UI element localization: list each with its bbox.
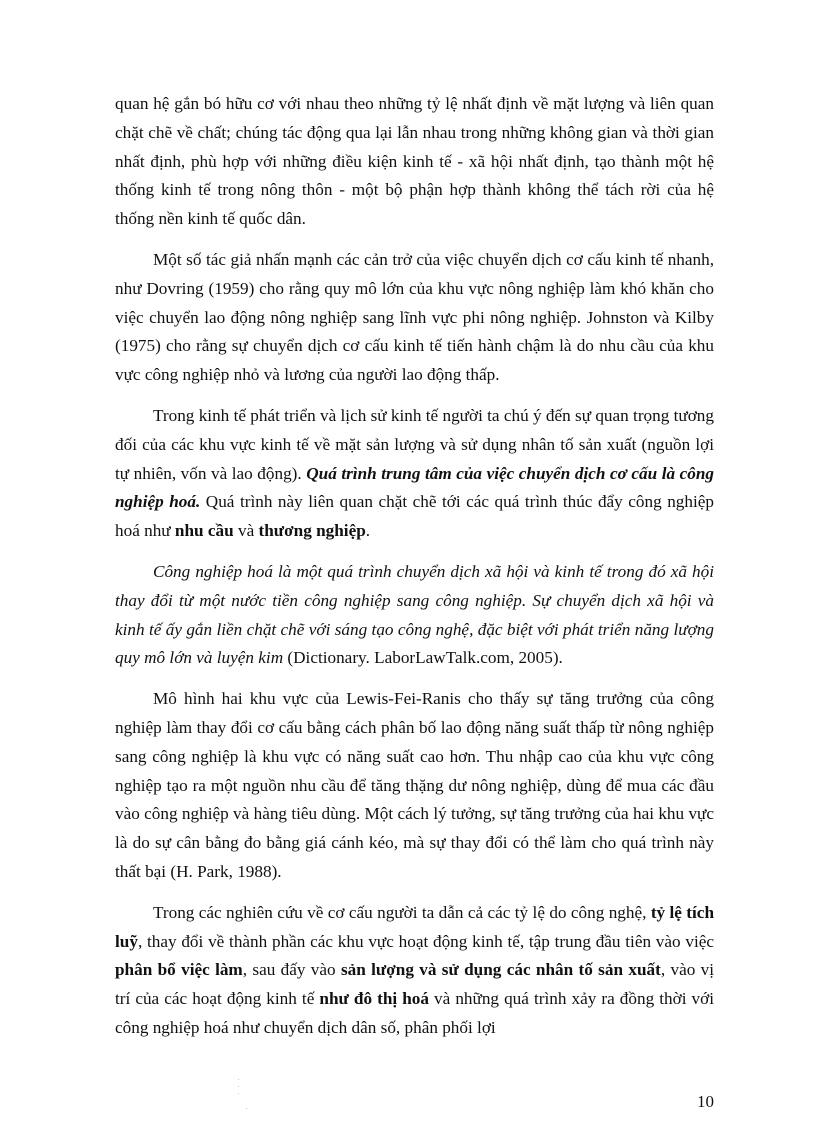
text-run: , thay đổi về thành phần các khu vực hoạt động kinh tế, tập trung đầu tiên vào việc — [137, 931, 714, 951]
paragraph-5 — [115, 685, 714, 887]
text-run: Một số tác giả nhấn mạnh các cản trở của việc chuyển dịch cơ cấu kinh tế nhanh, như Dovring (1959) cho rằng quy mô lớn của khu vực nông nghiệp làm khó khăn cho việc chuyển lao động nông nghiệp sang lĩnh vực phi nông nghiệp. Johnston và Kilby (1975) cho rằng sự chuyển dịch cơ cấu kinh tế tiến hành chậm là do nhu cầu của khu vực công nghiệp nhỏ và lương của người lao động thấp. — [115, 249, 714, 385]
text-run: phân bổ việc làm — [115, 960, 243, 980]
text-run: Công nghiệp hoá là một quá trình chuyển dịch xã hội và kinh tế trong đó xã hội thay đổi từ một nước tiền công nghiệp sang công nghiệp. Sự chuyển dịch xã hội và kinh tế ấy gắn liền chặt chẽ với sáng tạo công nghệ, đặc biệt với phát triển năng lượng quy mô lớn và luyện kim — [115, 561, 714, 668]
paragraph-6 — [115, 899, 714, 1043]
text-run: Quá trình này liên quan chặt chẽ tới các quá trình thúc đẩy công nghiệp hoá như — [115, 492, 714, 541]
page-number: 10 — [697, 1092, 714, 1111]
text-run: sản lượng và sử dụng các nhân tố sản xuất — [340, 960, 661, 980]
scan-speck — [246, 1108, 247, 1109]
text-run: thương nghiệp — [258, 521, 366, 541]
page-body — [115, 90, 714, 1055]
text-run: (Dictionary. LaborLawTalk.com, 2005). — [283, 648, 563, 668]
text-run: Trong các nghiên cứu về cơ cấu người ta dẫn cả các tỷ lệ do công nghệ, — [153, 902, 651, 922]
text-run: , sau đấy vào — [242, 960, 341, 980]
text-run: nhu cầu — [174, 521, 234, 541]
text-run: Trong kinh tế phát triển và lịch sử kinh tế người ta chú ý đến sự quan trọng tương đối của các khu vực kinh tế về mặt sản lượng và sử dụng nhân tố sản xuất (nguồn lợi tự nhiên, vốn và lao động). — [115, 405, 714, 483]
text-run: . — [365, 521, 371, 541]
scan-speck — [238, 1086, 239, 1087]
scan-speck — [238, 1079, 239, 1080]
text-run: Mô hình hai khu vực của Lewis-Fei-Ranis cho thấy sự tăng trưởng của công nghiệp làm thay đổi cơ cấu bằng cách phân bố lao động năng suất thấp từ nông nghiệp sang công nghiệp là khu vực có năng suất cao hơn. Thu nhập cao của khu vực công nghiệp tạo ra một nguồn nhu cầu để tăng thặng dư nông nghiệp, dùng để mua các đầu vào công nghiệp và hàng tiêu dùng. Một cách lý tưởng, sự tăng trưởng của hai khu vực là do sự cân bằng đo bằng giá cánh kéo, mà sự thay đổi có thể làm cho quá trình này thất bại (H. Park, 1988). — [115, 689, 714, 881]
scan-speck — [238, 1093, 239, 1094]
text-run: Quá trình trung tâm của việc chuyển dịch cơ cấu là công nghiệp hoá. — [115, 463, 714, 512]
text-run: , vào vị trí của các hoạt động kinh tế — [115, 960, 715, 1009]
text-run: tỷ lệ tích luỹ — [115, 902, 714, 951]
text-run: và — [233, 521, 259, 541]
paragraph-1 — [115, 90, 714, 234]
paragraph-4 — [115, 558, 714, 673]
text-run: và những quá trình xảy ra đồng thời với công nghiệp hoá như chuyển dịch dân số, phân phối lợi — [115, 989, 714, 1037]
text-run: như đô thị hoá — [319, 989, 429, 1009]
paragraph-2 — [115, 246, 714, 390]
paragraph-3 — [115, 402, 714, 546]
text-run: quan hệ gắn bó hữu cơ với nhau theo những tỷ lệ nhất định về mặt lượng và liên quan chặt chẽ về chất; chúng tác động qua lại lẫn nhau trong những không gian và thời gian nhất định, phù hợp với những điều kiện kinh tế - xã hội nhất định, tạo thành một hệ thống kinh tế trong nông thôn - một bộ phận hợp thành không thể tách rời của hệ thống nền kinh tế quốc dân. — [115, 94, 714, 229]
